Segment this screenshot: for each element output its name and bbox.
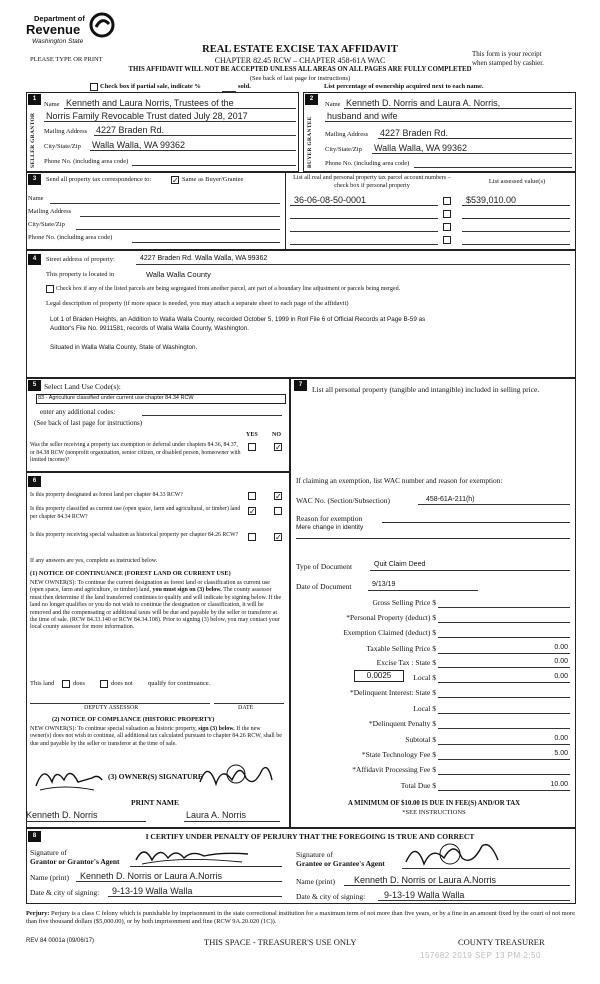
assessed-rule2[interactable] — [462, 218, 570, 219]
historic-question: Is this property receiving special valuation as historical property per chapter 84.26 RCW? — [30, 532, 239, 538]
minimum-note: A MINIMUM OF $10.00 IS DUE IN FEE(S) AND/OR TAX — [347, 800, 521, 807]
exemption-yes-checkbox[interactable] — [248, 443, 256, 451]
rev-number: REV 84 0001a (09/06/17) — [26, 938, 95, 944]
this-land-label: This land — [30, 680, 55, 687]
tax-rule — [438, 728, 570, 729]
forest-yes-checkbox[interactable] — [248, 492, 256, 500]
exemption-question: Was the seller receiving a property tax exemption or deferral under chapters 84.36, 84.37, or 84.38 RCW (nonprofit organization, senior citizen, or disabled person, homeowner with limited income)? — [30, 442, 241, 463]
print-rule-2 — [184, 821, 280, 822]
buyer-name-rule2 — [325, 121, 572, 122]
forest-no-checkbox[interactable]: ✓ — [275, 492, 282, 501]
buyer-city[interactable]: Walla Walla, WA 99362 — [374, 143, 468, 153]
parcel-rule1 — [290, 205, 438, 206]
see-back: (See back of last page for instructions) — [249, 75, 351, 82]
buyer-name-rule1 — [344, 108, 572, 109]
grantor-name-label: Name (print) — [30, 873, 69, 882]
owner-signature-label: (3) OWNER(S) SIGNATURE — [108, 772, 203, 781]
tax-rule — [438, 744, 570, 745]
parcel-rule4[interactable] — [290, 244, 438, 245]
ownership-note: List percentage of ownership acquired next to each name. — [324, 83, 484, 90]
tax-row-value[interactable]: 0.00 — [554, 735, 568, 742]
personal-property-checkbox-4[interactable] — [443, 236, 451, 244]
doc-date-value[interactable]: 9/13/19 — [372, 581, 396, 588]
receipt-line1: This form is your receipt — [472, 50, 542, 58]
logo-line2: Revenue — [26, 22, 81, 37]
logo-swirl-icon — [88, 12, 116, 38]
section3-divider — [285, 172, 286, 250]
section4-number: 4 — [28, 254, 41, 265]
doc-date-rule — [368, 590, 478, 591]
does-not-label: does not — [111, 680, 133, 687]
total-due-rule — [438, 790, 570, 791]
forest-question: Is this property designated as forest land per chapter 84.33 RCW? — [30, 492, 183, 498]
receipt-line2: when stamped by cashier. — [472, 59, 544, 67]
seller-mailing[interactable]: 4227 Braden Rd. — [96, 125, 165, 135]
qualify-label: qualify for continuance. — [148, 680, 211, 687]
tax-row-label: *State Technology Fee $ — [361, 750, 436, 759]
grantee-name[interactable]: Kenneth D. Norris or Laura A.Norris — [354, 875, 497, 885]
street-label: Street address of property: — [46, 256, 115, 263]
section5-number: 5 — [28, 380, 41, 391]
tax-row-value[interactable]: 0.00 — [554, 658, 568, 665]
section4-box — [26, 250, 576, 378]
legal-label: Legal description of property (if more space is needed, you may attach a separate sheet to each page of the affidavit) — [46, 300, 349, 307]
section1-number: 1 — [28, 94, 41, 105]
tax-rule — [438, 637, 570, 638]
s3-mailing-field[interactable] — [80, 216, 280, 217]
grantor-sig-line — [130, 866, 282, 867]
legal-line2[interactable]: Auditor's File No. 9911581, records of Walla Walla County, Washington. — [50, 325, 250, 332]
current-use-question: Is this property classified as current use (open space, farm and agricultural, or timber) land per chapter 84.34 RCW? — [30, 506, 241, 520]
notice1-bold: you must sign on (3) below. — [152, 587, 222, 594]
assessed-header: List assessed value(s) — [488, 178, 546, 185]
reason-label: Reason for exemption — [296, 514, 363, 523]
tax-rule — [438, 759, 570, 760]
parcel-number[interactable]: 36-06-08-50-0001 — [294, 195, 367, 205]
grantee-sig-line — [402, 868, 570, 869]
tax-row-label: Local $ — [413, 673, 436, 682]
buyer-phone-label: Phone No. (including area code) — [325, 160, 410, 167]
tax-rule — [438, 667, 570, 668]
tax-row-label: Local $ — [413, 704, 436, 713]
personal-property-checkbox-3[interactable] — [443, 223, 451, 231]
print-name-1[interactable]: Kenneth D. Norris — [26, 810, 98, 820]
tax-row-label: Excise Tax : State $ — [376, 658, 436, 667]
print-name-label: PRINT NAME — [131, 798, 179, 807]
exemption-claim-label: If claiming an exemption, list WAC number and reason for exemption: — [296, 476, 503, 485]
grantor-date-label: Date & city of signing: — [30, 888, 100, 897]
tax-row-value[interactable]: 0.00 — [554, 644, 568, 651]
seller-side-label: SELLER GRANTOR — [30, 112, 36, 168]
buyer-mailing[interactable]: 4227 Braden Rd. — [380, 128, 449, 138]
notice1-body1: NEW OWNER(S): To continue the current designation as forest land or classification as current use (open space, farm and agriculture, or timber) land, — [30, 580, 270, 594]
doc-type-label: Type of Document — [296, 562, 353, 571]
does-label: does — [73, 680, 85, 687]
deputy-assessor-line[interactable] — [30, 703, 210, 704]
tax-row-value[interactable]: 0.00 — [554, 673, 568, 680]
owner-signature-2[interactable] — [196, 758, 276, 794]
s5-yes: YES — [246, 432, 258, 438]
logo-line1: Department of — [34, 14, 85, 23]
wac-rule — [418, 504, 570, 505]
total-due-label: Total Due $ — [400, 781, 436, 790]
print-rule-1 — [26, 821, 146, 822]
notice1-title: (1) NOTICE OF CONTINUANCE (FOREST LAND OR CURRENT USE) — [30, 570, 231, 577]
buyer-name-label: Name — [325, 101, 341, 108]
tax-row-value[interactable]: 5.00 — [554, 750, 568, 757]
buyer-mailing-label: Mailing Address — [325, 131, 369, 138]
tax-row-label: Taxable Selling Price $ — [366, 644, 436, 653]
tax-rule — [438, 607, 570, 608]
tax-rule — [438, 774, 570, 775]
grantee-date[interactable]: 9-13-19 Walla Walla — [384, 890, 465, 900]
notice2-bold: sign (3) below. — [198, 726, 235, 732]
current-use-yes-checkbox[interactable]: ✓ — [249, 507, 256, 516]
grantor-date-rule — [108, 896, 282, 897]
seller-name-label: Name — [44, 101, 60, 108]
perjury-text: Perjury is a class C felony which is punishable by imprisonment in the state correctional institution for a maximum term of not more than five years, or by a fine in an amount fixed by the court of not more than five thousand dollars ($5,000.00), or by both imprisonment and fine (RCW 9A.20.020 (1C)). — [26, 910, 575, 925]
seller-mailing-rule — [94, 135, 296, 136]
grantee-sig-l1: Signature of — [296, 850, 333, 859]
notice2-body2: If the new owner(s) does not wish to continue, all additional tax calculated pursuant to chapter 84.26 RCW, shall be due and payable by the seller or transferor at the time of sale. — [30, 726, 282, 747]
buyer-side-label: BUYER GRANTEE — [307, 116, 313, 168]
historic-yes-checkbox[interactable] — [248, 533, 256, 541]
total-due-value[interactable]: 10.00 — [550, 781, 568, 788]
personal-property-checkbox-1[interactable] — [443, 197, 451, 205]
street-address[interactable]: 4227 Braden Rd. Walla Walla, WA 99362 — [140, 255, 268, 262]
section3-number: 3 — [28, 174, 41, 185]
does-checkbox[interactable] — [62, 680, 70, 688]
tax-row-label: *Personal Property (deduct) $ — [346, 613, 436, 622]
county-treasurer: COUNTY TREASURER — [458, 937, 545, 947]
s3-city-label: City/State/Zip — [28, 221, 65, 228]
perjury-bold: Perjury: — [26, 910, 50, 917]
perjury-note — [26, 910, 576, 926]
parcel-rule2[interactable] — [290, 218, 438, 219]
section2-number: 2 — [305, 94, 318, 105]
tax-row-label: *Delinquent Penalty $ — [368, 719, 436, 728]
exemption-no-checkbox[interactable]: ✓ — [275, 443, 282, 452]
notice2-body1: NEW OWNER(S): To continue special valuation as historic property, — [30, 726, 197, 732]
recording-stamp: 157682 2019 SEP 13 PM 2:50 — [420, 951, 541, 960]
buyer-city-label: City/State/Zip — [325, 146, 362, 153]
doc-type-rule — [370, 570, 570, 571]
s3-city-field[interactable] — [76, 229, 280, 230]
tax-rule — [438, 682, 570, 683]
grantor-name-rule — [76, 881, 282, 882]
grantee-signature[interactable] — [402, 836, 502, 870]
s3-phone-field[interactable] — [132, 242, 280, 243]
seller-name-rule2 — [44, 121, 296, 122]
notice2-body — [30, 726, 282, 748]
grantee-sig-l2: Grantee or Grantee's Agent — [296, 859, 385, 868]
seller-phone-field[interactable] — [132, 165, 296, 166]
grantee-date-label: Date & city of signing: — [296, 892, 366, 901]
print-name-2[interactable]: Laura A. Norris — [186, 810, 247, 820]
notice2-title: (2) NOTICE OF COMPLIANCE (HISTORIC PROPERTY) — [52, 716, 215, 723]
logo-line3: Washington State — [32, 38, 84, 45]
segregated-checkbox[interactable] — [46, 285, 54, 293]
tax-rule — [438, 697, 570, 698]
tax-row-label: *Delinquent Interest: State $ — [349, 688, 436, 697]
certify-statement: I CERTIFY UNDER PENALTY OF PERJURY THAT THE FOREGOING IS TRUE AND CORRECT — [145, 832, 475, 841]
buyer-mailing-rule — [378, 138, 572, 139]
partial-sale-label: Check box if partial sale, indicate % — [100, 83, 201, 90]
tax-row-label: *Affidavit Processing Fee $ — [352, 765, 436, 774]
seller-city[interactable]: Walla Walla, WA 99362 — [92, 140, 186, 150]
street-rule — [136, 264, 570, 265]
land-use-value: 83 - Agriculture classified under current use chapter 84.34 RCW — [38, 395, 194, 401]
buyer-phone-field[interactable] — [414, 167, 572, 168]
segregated-label: Check box if any of the listed parcels are being segregated from another parcel, are part of a boundary line adjustment or parcels being merged. — [56, 286, 401, 292]
notice1-body2: The county assessor must then determine if the land transferred continues to qualify and will indicate by signing below. If the land no longer qualifies or you do not wish to continue the designation or classification, it will be removed and the compensating or additional taxes will be due and payable by the seller or transferor at the time of sale. (RCW 84.33.140 or RCW 84.34.108). Prior to signing (3) below, you may contact your local county assessor for more information. — [30, 587, 282, 631]
assessed-value[interactable]: $539,010.00 — [466, 195, 517, 205]
reason-rule — [382, 522, 570, 523]
owner-signature-1[interactable] — [34, 760, 104, 794]
grantee-name-rule — [344, 885, 570, 886]
form-title: REAL ESTATE EXCISE TAX AFFIDAVIT — [202, 44, 398, 55]
seller-city-rule — [90, 150, 296, 151]
legal-line1[interactable]: Lot 1 of Braden Heights, an Addition to Walla Walla County, recorded October 5, 1999 in Roll File 6 of Official Records at Page B-59 as — [50, 316, 426, 323]
seller-phone-label: Phone No. (including area code) — [44, 158, 129, 165]
local-rate: 0.0025 — [366, 671, 392, 680]
grantor-date[interactable]: 9-13-19 Walla Walla — [112, 886, 193, 896]
s5-no: NO — [272, 432, 281, 438]
does-not-checkbox[interactable] — [100, 680, 108, 688]
section7-number: 7 — [294, 380, 307, 391]
historic-no-checkbox[interactable]: ✓ — [275, 533, 282, 542]
seller-mailing-label: Mailing Address — [44, 128, 88, 135]
deputy-date-line[interactable] — [214, 703, 284, 704]
located-county[interactable]: Walla Walla County — [146, 270, 211, 279]
sold-label: sold. — [238, 83, 251, 90]
section6-number: 6 — [28, 476, 41, 487]
see-instructions: *SEE INSTRUCTIONS — [402, 809, 466, 816]
grantor-sig-l1: Signature of — [30, 848, 67, 857]
grantee-name-label: Name (print) — [296, 877, 335, 886]
assessed-rule1 — [462, 205, 570, 206]
tax-rule — [438, 622, 570, 623]
section8-number: 8 — [28, 831, 41, 842]
assessed-rule3[interactable] — [462, 231, 570, 232]
same-as-buyer-checkbox[interactable]: ✓ — [172, 176, 179, 185]
doc-date-label: Date of Document — [296, 582, 352, 591]
treasurer-space: THIS SPACE - TREASURER'S USE ONLY — [204, 937, 357, 947]
parcel-header: List all real and personal property tax parcel account numbers – check box if personal property — [293, 174, 451, 189]
grantee-date-rule — [378, 900, 570, 901]
grantor-signature[interactable] — [132, 842, 252, 868]
s3-phone-label: Phone No. (including area code) — [28, 234, 113, 241]
grantor-name[interactable]: Kenneth D. Norris or Laura A.Norris — [80, 871, 223, 881]
tax-table — [296, 598, 576, 784]
tax-row-label: Subtotal $ — [405, 735, 436, 744]
notice1-body — [30, 580, 282, 632]
personal-property-text: List all personal property (tangible and intangible) included in selling price. — [312, 385, 540, 394]
buyer-name-line2[interactable]: husband and wife — [327, 111, 398, 121]
deputy-label: DEPUTY ASSESSOR — [84, 705, 139, 711]
date-label: DATE — [238, 705, 254, 711]
legal-line3[interactable]: Situated in Walla Walla County, State of Washington. — [50, 344, 198, 351]
grantor-sig-l2: Grantor or Grantor's Agent — [30, 857, 120, 866]
form-subtitle: CHAPTER 82.45 RCW – CHAPTER 458-61A WAC — [214, 56, 386, 65]
s5-see-back: (See back of last page for instructions) — [34, 419, 143, 427]
wac-label: WAC No. (Section/Subsection) — [296, 496, 390, 505]
tax-row-label: Gross Selling Price $ — [372, 598, 436, 607]
additional-codes-label: enter any additional codes: — [40, 408, 116, 416]
personal-property-checkbox-2[interactable] — [443, 210, 451, 218]
partial-sale-checkbox[interactable] — [90, 83, 98, 91]
located-label: This property is located in — [46, 271, 115, 278]
doc-type-value[interactable]: Quit Claim Deed — [374, 561, 426, 568]
tax-rule — [438, 653, 570, 654]
dor-logo — [22, 12, 122, 52]
seller-city-label: City/State/Zip — [44, 143, 81, 150]
s3-name-field[interactable] — [50, 203, 280, 204]
s3-name-label: Name — [28, 195, 44, 202]
buyer-city-rule — [372, 153, 572, 154]
tax-row-label: Exemption Claimed (deduct) $ — [343, 628, 436, 637]
current-use-no-checkbox[interactable] — [274, 507, 282, 515]
same-as-buyer-label: Same as Buyer/Grantee — [182, 176, 244, 183]
buyer-name-line1[interactable]: Kenneth D. Norris and Laura A. Norris, — [346, 98, 501, 108]
parcel-rule3[interactable] — [290, 231, 438, 232]
land-use-label: Select Land Use Code(s): — [44, 382, 121, 391]
seller-name-line1[interactable]: Kenneth and Laura Norris, Trustees of the — [66, 98, 234, 108]
additional-codes-field[interactable] — [142, 415, 282, 416]
reason-rule-2[interactable] — [296, 538, 570, 539]
form-warning: THIS AFFIDAVIT WILL NOT BE ACCEPTED UNLESS ALL AREAS ON ALL PAGES ARE FULLY COMPLETED — [128, 66, 472, 73]
wac-value[interactable]: 458-61A-211(h) — [426, 496, 475, 503]
reason-value[interactable]: Mere change in identity — [296, 524, 364, 531]
s3-mailing-label: Mailing Address — [28, 208, 72, 215]
seller-name-rule1 — [64, 108, 296, 109]
seller-name-line2[interactable]: Norris Family Revocable Trust dated July 28, 2017 — [46, 111, 248, 121]
send-correspondence-label: Send all property tax correspondence to: — [46, 176, 152, 183]
tax-rule — [438, 713, 570, 714]
please-type: PLEASE TYPE OR PRINT — [30, 56, 103, 63]
if-yes-note: If any answers are yes, complete as instructed below. — [30, 558, 158, 564]
assessed-rule4[interactable] — [462, 244, 570, 245]
